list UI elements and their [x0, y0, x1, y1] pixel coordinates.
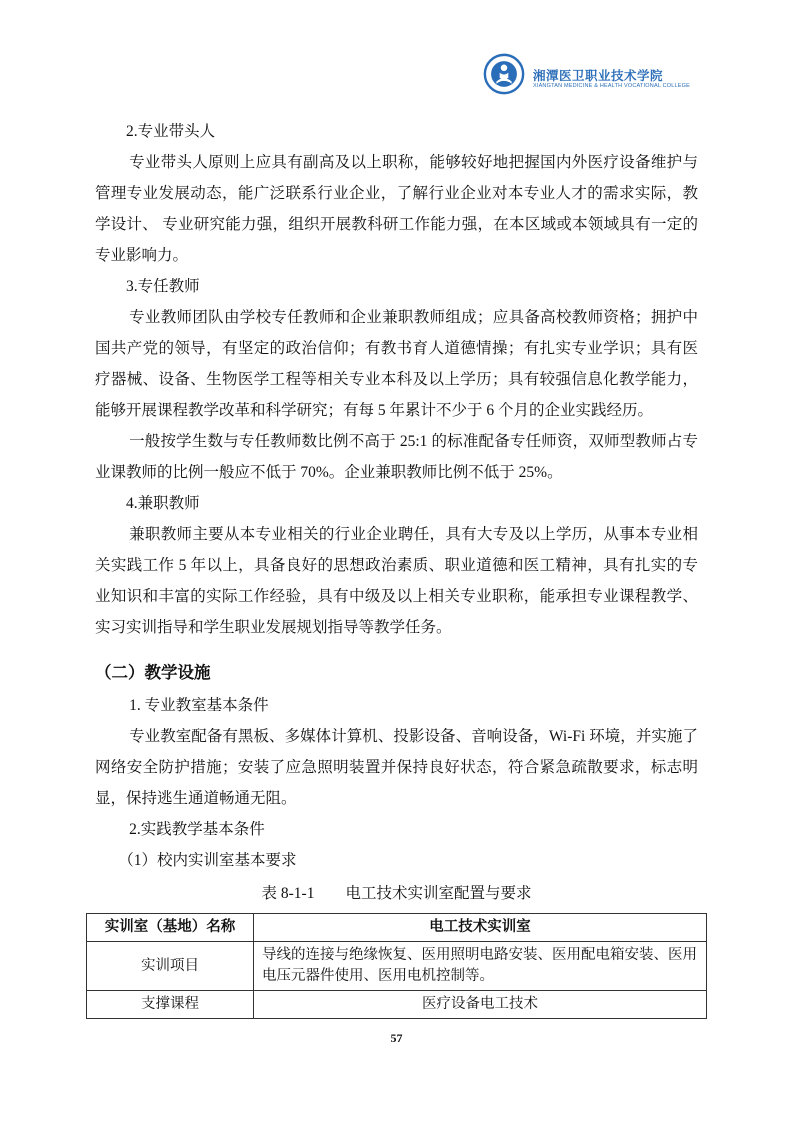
- table-cell-label: 实训室（基地）名称: [87, 914, 254, 942]
- paragraph: 专业教室配备有黑板、多媒体计算机、投影设备、音响设备，Wi-Fi 环境，并实施了网络安全防护措施；安装了应急照明装置并保持良好状态，符合紧急疏散要求，标志明显，保持逃生通道畅通无阻。: [95, 728, 698, 807]
- table-cell-value: 医疗设备电工技术: [254, 991, 707, 1019]
- page-footer: [0, 1026, 793, 1050]
- sub-heading-lab-requirements: （1）校内实训室基本要求: [118, 852, 297, 869]
- table-cell-value: 电工技术实训室: [254, 914, 707, 942]
- paragraph: 专业带头人原则上应具有副高及以上职称，能够较好地把握国内外医疗设备维护与管理专业发展动态，能广泛联系行业企业，了解行业企业对本专业人才的需求实际，教学设计、 专业研究能力强，组织开展教科研工作能力强，在本区域或本领域具有一定的专业影响力。: [95, 154, 698, 264]
- paragraph: 专业教师团队由学校专任教师和企业兼职教师组成；应具备高校教师资格；拥护中国共产党的领导，有坚定的政治信仰；有教书育人道德情操；有扎实专业学识；具有医疗器械、设备、生物医学工程等相关专业本科及以上学历；具有较强信息化教学能力，能够开展课程教学改革和科学研究；有每 5 年累计不少于 6 个月的企业实践经历。: [95, 309, 698, 419]
- college-logo-text: [533, 69, 690, 90]
- college-name-en: XIANGTAN MEDICINE & HEALTH VOCATIONAL COLLEGE: [532, 83, 690, 90]
- paragraph: 一般按学生数与专任教师数比例不高于 25:1 的标准配备专任师资，双师型教师占专业课教师的比例一般应不低于 70%。企业兼职教师比例不低于 25%。: [95, 433, 698, 481]
- table-cell-value: 导线的连接与绝缘恢复、医用照明电路安装、医用配电箱安装、医用电压元器件使用、医用电机控制等。: [254, 942, 707, 991]
- document-body: [95, 116, 698, 1019]
- numbered-heading-3: 3.专任教师: [126, 278, 200, 295]
- paragraph: 兼职教师主要从本专业相关的行业企业聘任，具有大专及以上学历，从事本专业相关实践工作 5 年以上，具备良好的思想政治素质、职业道德和医工精神，具有扎实的专业知识和丰富的实际工作经验，具有中级及以上相关专业职称，能承担专业课程教学、实习实训指导和学生职业发展规划指导等教学任务。: [95, 526, 698, 636]
- lab-requirements-table: [86, 913, 707, 1019]
- table-caption: 表 8-1-1 电工技术实训室配置与要求: [261, 885, 532, 902]
- page-header: [95, 48, 698, 110]
- college-logo: [482, 52, 690, 107]
- college-emblem-icon: [482, 52, 526, 107]
- sub-heading-practice-conditions: 2.实践教学基本条件: [129, 821, 265, 838]
- table-row: [87, 991, 707, 1019]
- table-cell-label: 实训项目: [87, 942, 254, 991]
- table-row: [87, 914, 707, 942]
- college-name-cn: 湘潭医卫职业技术学院: [532, 68, 663, 83]
- table-row: [87, 942, 707, 991]
- page-number: 57: [390, 1031, 403, 1045]
- numbered-heading-4: 4.兼职教师: [126, 495, 200, 512]
- table-cell-label: 支撑课程: [87, 991, 254, 1019]
- numbered-heading-2: 2.专业带头人: [126, 123, 216, 140]
- sub-heading-classroom-conditions: 1. 专业教室基本条件: [129, 697, 269, 714]
- section-heading-teaching-facilities: （二）教学设施: [95, 664, 211, 682]
